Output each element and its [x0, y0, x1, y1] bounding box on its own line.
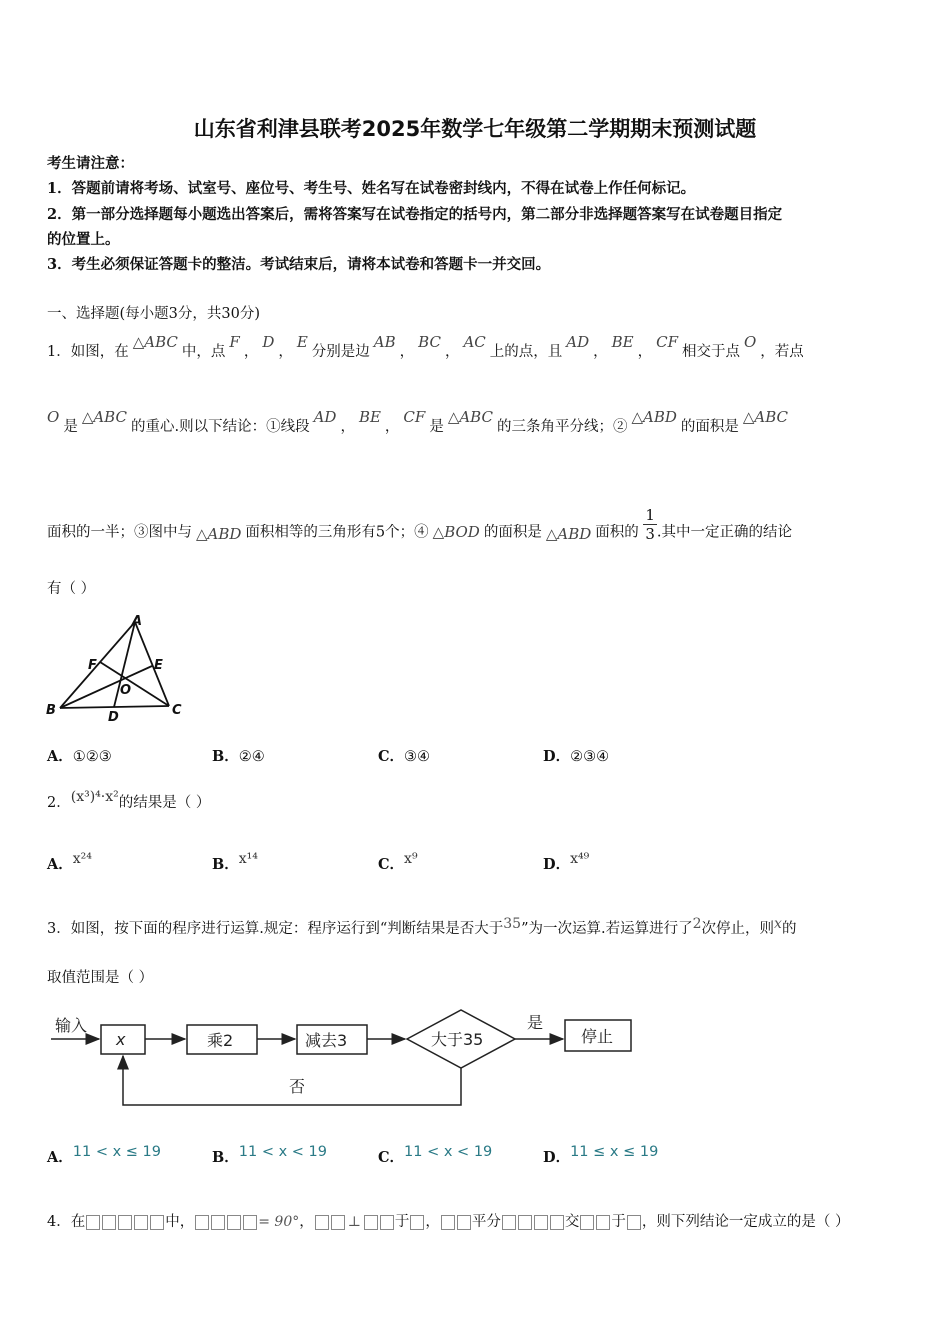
fraction-one-third: $\frac{1}{3}$: [645, 506, 655, 543]
missing-glyph: [380, 1215, 394, 1230]
label-b: B: [46, 703, 56, 718]
question-1-line-2: O是△ABC的重心.则以下结论：①线段AD，BE，CF是△ABC的三条角平分线；②△ABD的面积是△ABC: [47, 408, 789, 435]
missing-glyph: [243, 1215, 257, 1230]
question-4: 4．在 中， = 90°， ⊥ 于 ， 平分 交 于 ，则下列结论一定成立的是（ ）: [47, 1214, 850, 1230]
missing-glyph: [534, 1215, 548, 1230]
question-1-line-1: 1．如图，在△ABC中，点F，D，E分别是边AB，BC，AC上的点，且AD，BE，CF相交于点O，若点: [47, 333, 804, 360]
triangle-figure: [44, 614, 194, 726]
missing-glyph: [410, 1215, 424, 1230]
q1-option-a[interactable]: A．①②③: [47, 748, 112, 765]
flow-multiply-label: 乘2: [207, 1031, 234, 1050]
label-c: C: [172, 703, 182, 718]
flow-stop-label: 停止: [581, 1027, 614, 1046]
missing-glyph: [457, 1215, 471, 1230]
missing-glyph: [580, 1215, 594, 1230]
program-flowchart: [47, 1004, 647, 1116]
notice-item: 2．第一部分选择题每小题选出答案后，需将答案写在试卷指定的括号内，第二部分非选择题答案写在试卷题目指定: [47, 206, 783, 223]
question-2: 2．(x³)⁴·x²的结果是（ ）: [47, 789, 211, 811]
flow-input-label: 输入: [55, 1016, 88, 1035]
exam-title: 山东省利津县联考2025年数学七年级第二学期期末预测试题: [193, 117, 757, 141]
missing-glyph: [518, 1215, 532, 1230]
flow-x-label: x: [116, 1030, 126, 1049]
q3-option-a[interactable]: A．11 < x ≤ 19: [47, 1144, 161, 1166]
missing-glyph: [134, 1215, 148, 1230]
side-ac: [135, 622, 169, 706]
missing-glyph: [195, 1215, 209, 1230]
q1-option-d[interactable]: D．②③④: [543, 748, 610, 765]
question-1-line-4: 有（ ）: [47, 581, 96, 597]
missing-glyph: [627, 1215, 641, 1230]
missing-glyph: [364, 1215, 378, 1230]
missing-glyph: [86, 1215, 100, 1230]
label-a: A: [132, 614, 143, 629]
missing-glyph: [118, 1215, 132, 1230]
q1-option-b[interactable]: B．②④: [212, 748, 265, 765]
label-f: F: [88, 658, 97, 673]
missing-glyph: [596, 1215, 610, 1230]
q3-option-b[interactable]: B．11 < x < 19: [212, 1144, 327, 1166]
q2-option-b[interactable]: B．x¹⁴: [212, 851, 258, 873]
section-heading: 一、选择题(每小题3分，共30分): [47, 306, 260, 322]
flow-no-label: 否: [289, 1077, 306, 1096]
q2-option-c[interactable]: C．x⁹: [378, 851, 418, 873]
label-e: E: [154, 658, 163, 673]
flow-subtract-label: 减去3: [305, 1031, 348, 1050]
question-3-line-2: 取值范围是（ ）: [47, 970, 154, 986]
flow-compare-label: 大于35: [431, 1030, 484, 1049]
missing-glyph: [441, 1215, 455, 1230]
q3-option-d[interactable]: D．11 ≤ x ≤ 19: [543, 1144, 659, 1166]
question-3-line-1: 3．如图，按下面的程序进行运算.规定：程序运行到“判断结果是否大于35”为一次运算.若运算进行了2次停止，则x的: [47, 916, 797, 937]
q2-option-d[interactable]: D．x⁴⁹: [543, 851, 590, 873]
notice-item: 的位置上。: [47, 231, 120, 248]
missing-glyph: [102, 1215, 116, 1230]
missing-glyph: [211, 1215, 225, 1230]
notice-item: 3．考生必须保证答题卡的整洁。考试结束后，请将本试卷和答题卡一并交回。: [47, 256, 551, 273]
flow-yes-label: 是: [527, 1013, 544, 1032]
missing-glyph: [502, 1215, 516, 1230]
q2-option-a[interactable]: A．x²⁴: [47, 851, 92, 873]
missing-glyph: [150, 1215, 164, 1230]
missing-glyph: [315, 1215, 329, 1230]
notice-heading: 考生请注意：: [47, 155, 134, 172]
missing-glyph: [227, 1215, 241, 1230]
notice-item: 1．答题前请将考场、试室号、座位号、考生号、姓名写在试卷密封线内，不得在试卷上作任何标记。: [47, 180, 696, 197]
missing-glyph: [331, 1215, 345, 1230]
missing-glyph: [550, 1215, 564, 1230]
label-o: O: [120, 683, 132, 698]
q3-option-c[interactable]: C．11 < x < 19: [378, 1144, 493, 1166]
q1-option-c[interactable]: C．③④: [378, 748, 431, 765]
label-d: D: [108, 710, 119, 725]
question-1-line-3: 面积的一半；③图中与 △ABD 面积相等的三角形有5个；④ △BOD 的面积是 △ABD 面积的 $\frac{1}{3}$ .其中一定正确的结论: [47, 506, 793, 543]
